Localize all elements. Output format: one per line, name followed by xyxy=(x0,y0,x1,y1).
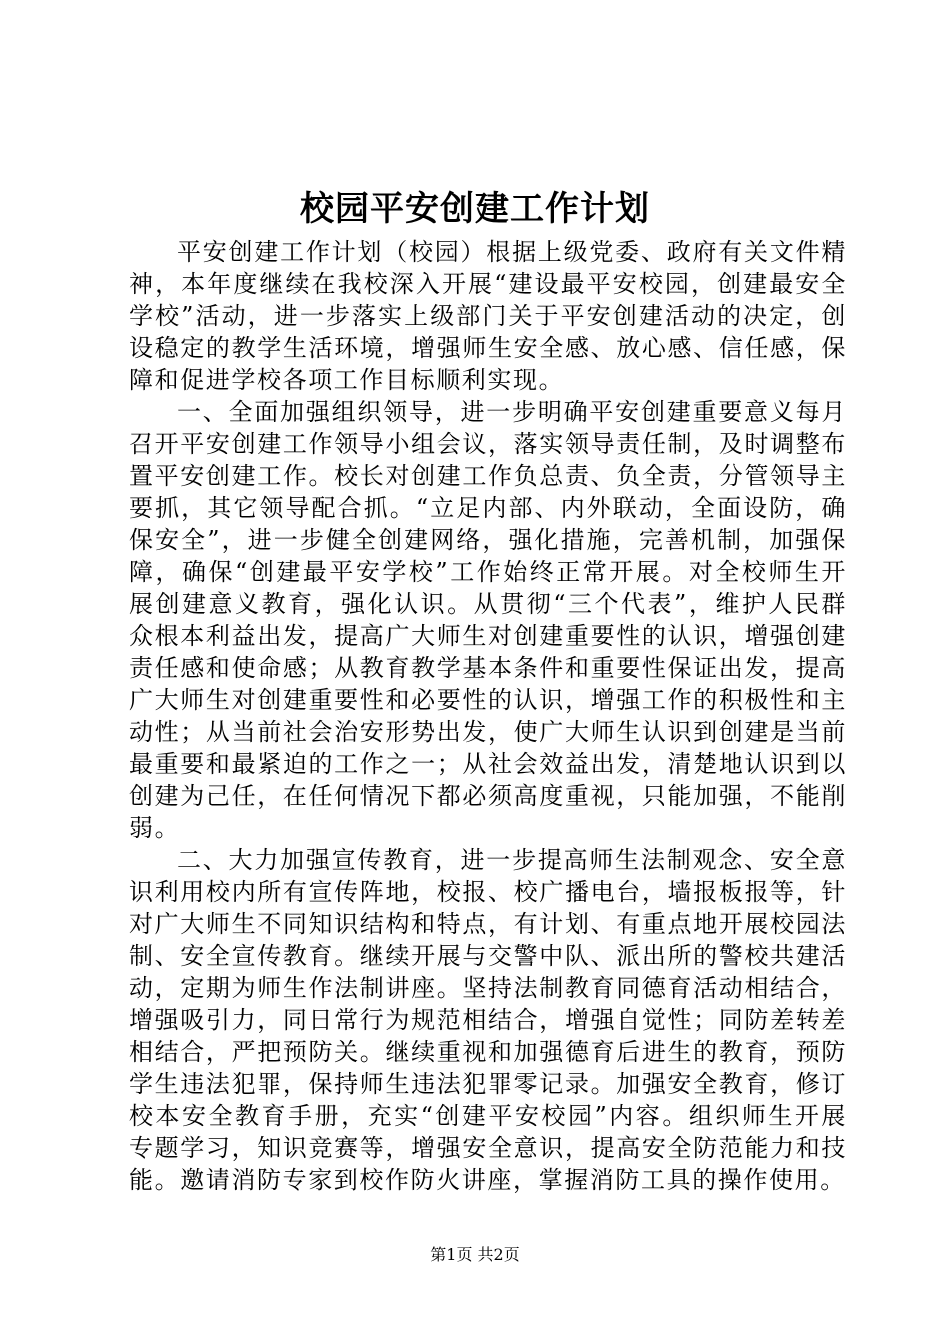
document-title: 校园平安创建工作计划 xyxy=(300,189,650,229)
document-body xyxy=(129,236,847,1196)
intro-paragraph: 平安创建工作计划（校园）根据上级党委、政府有关文件精神，本年度继续在我校深入开展“建设最平安校园，创建最安全学校”活动，进一步落实上级部门关于平安创建活动的决定，创设稳定的教学生活环境，增强师生安全感、放心感、信任感，保障和促进学校各项工作目标顺利实现。 xyxy=(129,238,847,394)
section-two-paragraph: 二、大力加强宣传教育，进一步提高师生法制观念、安全意识利用校内所有宣传阵地，校报、校广播电台，墙报板报等，针对广大师生不同知识结构和特点，有计划、有重点地开展校园法制、安全宣传教育。继续开展与交警中队、派出所的警校共建活动，定期为师生作法制讲座。坚持法制教育同德育活动相结合，增强吸引力，同日常行为规范相结合，增强自觉性；同防差转差相结合，严把预防关。继续重视和加强德育后进生的教育，预防学生违法犯罪，保持师生违法犯罪零记录。加强安全教育，修订校本安全教育手册，充实“创建平安校园”内容。组织师生开展专题学习，知识竞赛等，增强安全意识，提高安全防范能力和技能。邀请消防专家到校作防火讲座，掌握消防工具的操作使用。 xyxy=(129,846,847,1194)
section-one-paragraph: 一、全面加强组织领导，进一步明确平安创建重要意义每月召开平安创建工作领导小组会议，落实领导责任制，及时调整布置平安创建工作。校长对创建工作负总责、负全责，分管领导主要抓，其它领导配合抓。“立足内部、内外联动，全面设防，确保安全”，进一步健全创建网络，强化措施，完善机制，加强保障，确保“创建最平安学校”工作始终正常开展。对全校师生开展创建意义教育，强化认识。从贯彻“三个代表”，维护人民群众根本利益出发，提高广大师生对创建重要性的认识，增强创建责任感和使命感；从教育教学基本条件和重要性保证出发，提高广大师生对创建重要性和必要性的认识，增强工作的积极性和主动性；从当前社会治安形势出发，使广大师生认识到创建是当前最重要和最紧迫的工作之一；从社会效益出发，清楚地认识到以创建为己任，在任何情况下都必须高度重视，只能加强，不能削弱。 xyxy=(129,398,847,842)
page-number-footer: 第1页 共2页 xyxy=(430,1245,520,1264)
